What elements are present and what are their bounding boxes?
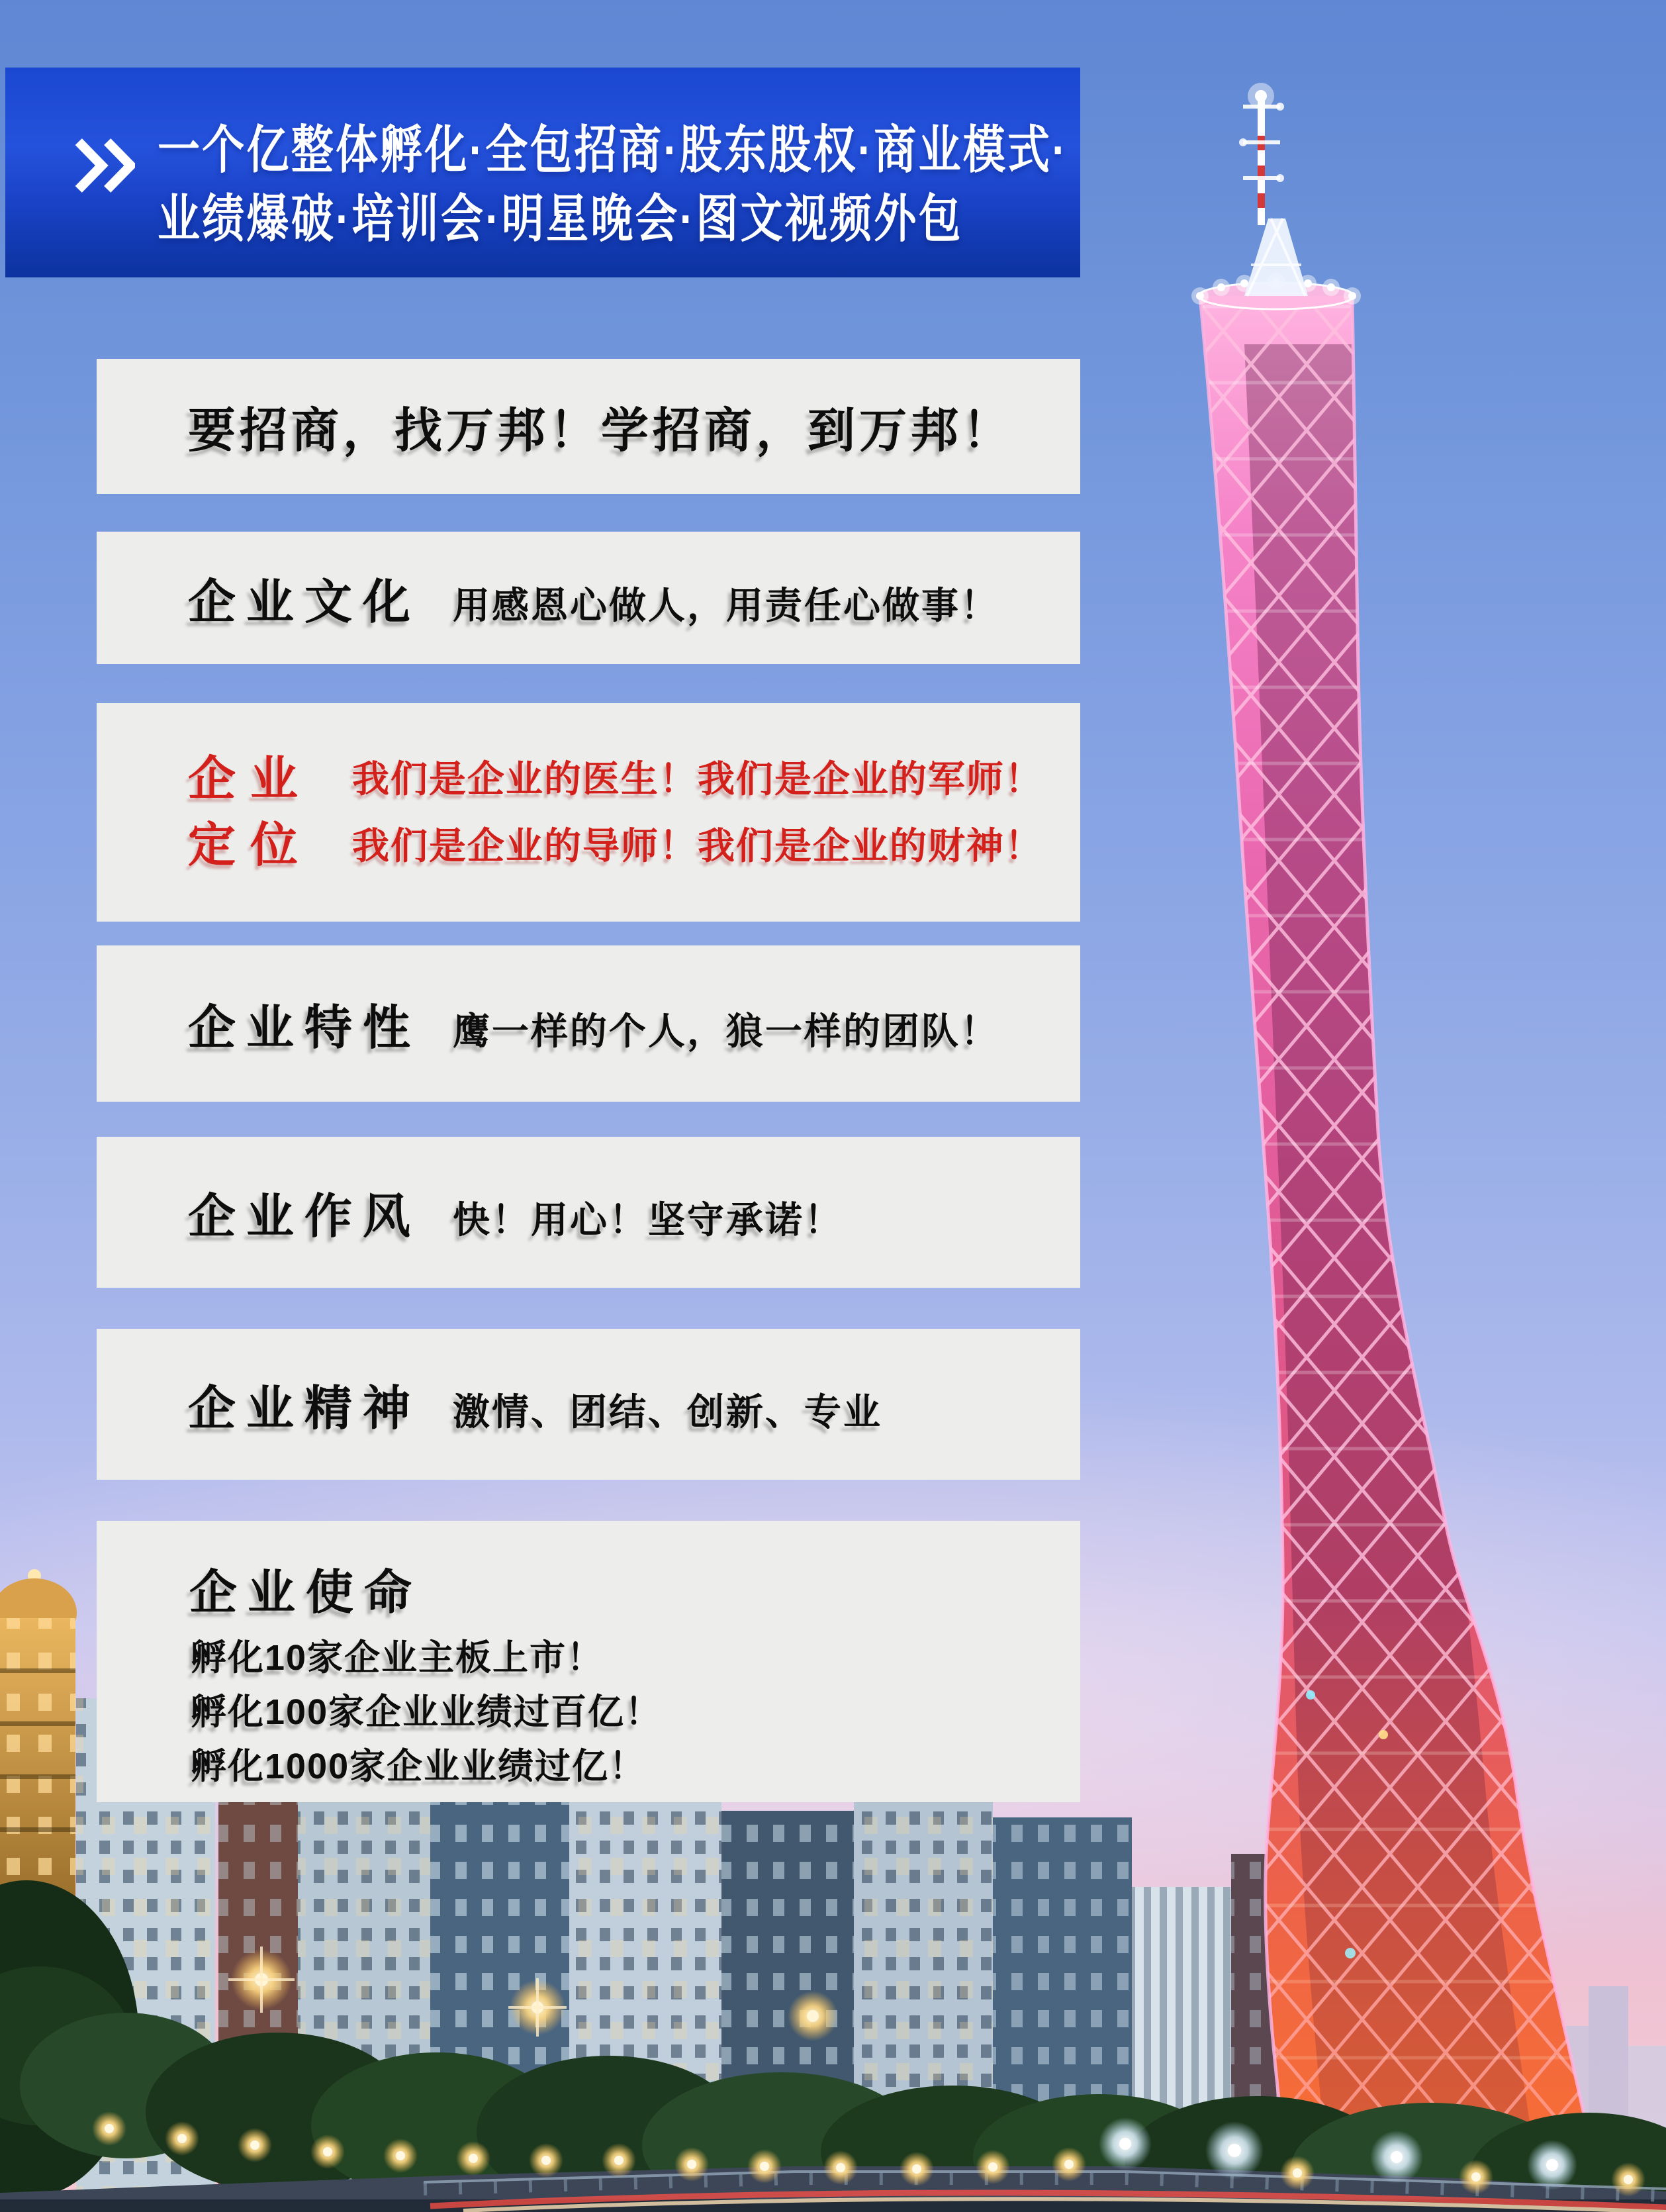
banner-line-1: 一个亿整体孵化·全包招商·股东股权·商业模式·: [158, 120, 1068, 179]
mission-line-1: 孵化10家企业主板上市！: [191, 1638, 604, 1678]
positioning-panel: [97, 703, 1080, 922]
mission-panel: [97, 1521, 1080, 1802]
spirit-body: 激情、团结、创新、专业: [453, 1391, 883, 1433]
slogan-panel: [97, 359, 1080, 494]
banner-line-2: 业绩爆破·培训会·明星晚会·图文视频外包: [158, 189, 963, 248]
top-banner: [5, 68, 1080, 277]
traits-title: 企业特性: [188, 1002, 422, 1055]
style-panel: [97, 1137, 1080, 1288]
style-body: 快！用心！坚守承诺！: [453, 1199, 844, 1241]
mission-title: 企业使命: [189, 1566, 423, 1619]
slogan-text: 要招商，找万邦！学招商，到万邦！: [188, 405, 1015, 457]
culture-body: 用感恩心做人，用责任心做事！: [453, 585, 1000, 626]
positioning-title-line-1: 企业: [188, 753, 313, 806]
culture-panel: [97, 532, 1080, 664]
mission-line-2: 孵化100家企业业绩过百亿！: [191, 1692, 663, 1732]
traits-panel: [97, 945, 1080, 1102]
mission-list: [191, 1631, 662, 1794]
positioning-title: [188, 746, 312, 879]
positioning-body-line-1: 我们是企业的医生！我们是企业的军师！: [352, 758, 1044, 800]
positioning-title-line-2: 定位: [188, 819, 313, 872]
spirit-panel: [97, 1329, 1080, 1480]
positioning-body-line-2: 我们是企业的导师！我们是企业的财神！: [352, 825, 1044, 867]
style-title: 企业作风: [188, 1190, 422, 1243]
positioning-body: [352, 745, 1043, 879]
traits-body: 鹰一样的个人，狼一样的团队！: [453, 1010, 1000, 1052]
spirit-title: 企业精神: [188, 1382, 422, 1435]
double-chevron-right-icon: [74, 134, 135, 197]
banner-text: [158, 115, 1268, 253]
mission-line-3: 孵化1000家企业业绩过亿！: [191, 1747, 647, 1786]
culture-title: 企业文化: [188, 576, 422, 629]
